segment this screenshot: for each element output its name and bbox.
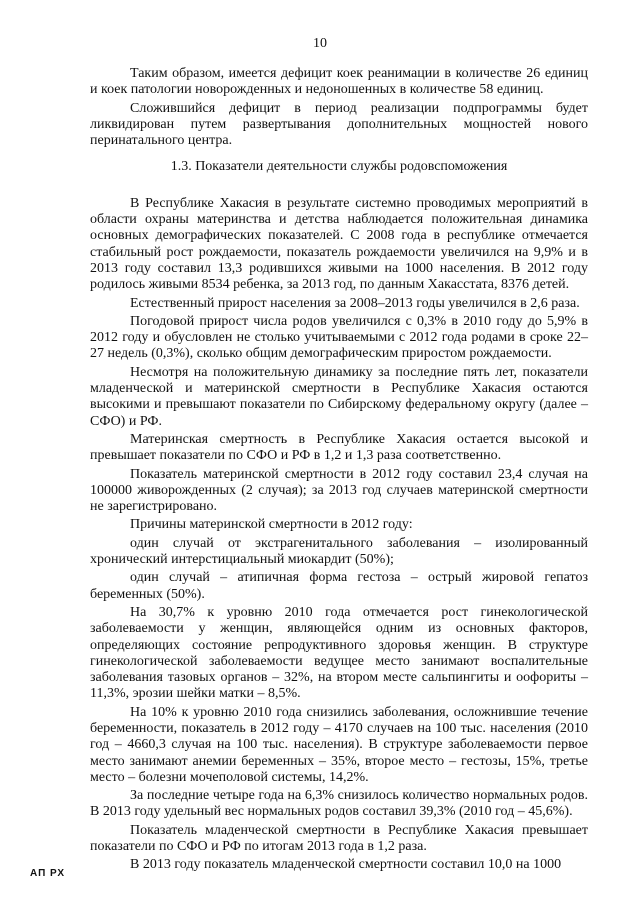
paragraph-mortality-overview: Несмотря на положительную динамику за последние пять лет, показатели младенческой и материнской смертности в Республике Хакасия остаются высокими и превышают показатели по Сибирскому федеральному округу (далее – СФО) и РФ. [90, 364, 588, 429]
paragraph-infant-mortality-2013: В 2013 году показатель младенческой смертности составил 10,0 на 1000 [130, 857, 562, 873]
paragraph-maternal-mortality-2012: Показатель материнской смертности в 2012 году составил 23,4 случая на 100000 живорожденных (2 случая); за 2013 год случаев материнской смертности не зарегистрировано. [90, 466, 588, 515]
paragraph-cause-one: один случай от экстрагенитального заболевания – изолированный хронический интерстициальный миокардит (50%); [90, 535, 588, 568]
paragraph-deficit-beds: Таким образом, имеется дефицит коек реанимации в количестве 26 единиц и коек патологии новорожденных и недоношенных в количестве 58 единиц. [90, 66, 588, 98]
paragraph-births-growth: Погодовой прирост числа родов увеличился с 0,3% в 2010 году до 5,9% в 2012 году и обусловлен не столько учитываемыми с 2012 года родами в сроке 22–27 недель (0,3%), сколько общим демографическим приростом рождаемости. [90, 313, 588, 362]
paragraph-causes-heading: Причины материнской смертности в 2012 году: [130, 517, 413, 533]
paragraph-infant-mortality: Показатель младенческой смертности в Республике Хакасия превышает показатели по СФО и РФ по итогам 2013 года в 1,2 раза. [90, 822, 588, 855]
paragraph-pregnancy-complications: На 10% к уровню 2010 года снизились заболевания, осложнившие течение беременности, показатель в 2012 году – 4170 случаев на 100 тыс. населения (2010 год – 4660,3 случая на 100 тыс. населения). В структуре заболеваемости первое место занимают анемии беременных – 35%, второе место – гестозы, 15%, третье место – болезни мочеполовой системы, 14,2%. [90, 704, 588, 785]
paragraph-cause-two: один случай – атипичная форма гестоза – острый жировой гепатоз беременных (50%). [90, 570, 588, 602]
paragraph-normal-births: За последние четыре года на 6,3% снизилось количество нормальных родов. В 2013 году удельный вес нормальных родов составил 39,3% (2010 год – 45,6%). [90, 788, 588, 820]
paragraph-deficit-elimination: Сложившийся дефицит в период реализации подпрограммы будет ликвидирован путем развертывания дополнительных мощностей нового перинатального центра. [90, 100, 588, 149]
paragraph-demographics: В Республике Хакасия в результате системно проводимых мероприятий в области охраны материнства и детства наблюдается положительная динамика основных демографических показателей. С 2008 года в республике отмечается стабильный рост рождаемости, показатель рождаемости увеличился на 9,9% и в 2013 году составил 13,3 родившихся живыми на 1000 населения. В 2012 году родилось живыми 8534 ребенка, за 2013 год, по данным Хакасстата, 8376 детей. [90, 195, 588, 293]
footer-mark: АП РХ [30, 868, 66, 879]
paragraph-gynecological: На 30,7% к уровню 2010 года отмечается рост гинекологической заболеваемости у женщин, являющейся одним из основных факторов, определяющих состояние репродуктивного здоровья женщин. В структуре гинекологической заболеваемости ведущее место занимают воспалительные заболевания тазовых органов – 32%, на втором месте сальпингиты и оофориты – 11,3%, эрозии шейки матки – 8,5%. [90, 604, 588, 702]
paragraph-maternal-mortality: Материнская смертность в Республике Хакасия остается высокой и превышает показатели по СФО и РФ в 1,2 и 1,3 раза соответственно. [90, 431, 588, 464]
paragraph-natural-growth: Естественный прирост населения за 2008–2013 годы увеличился в 2,6 раза. [130, 295, 580, 311]
page-number: 10 [313, 36, 327, 51]
document-body [90, 66, 588, 876]
section-heading: 1.3. Показатели деятельности службы родовспоможения [170, 159, 508, 175]
